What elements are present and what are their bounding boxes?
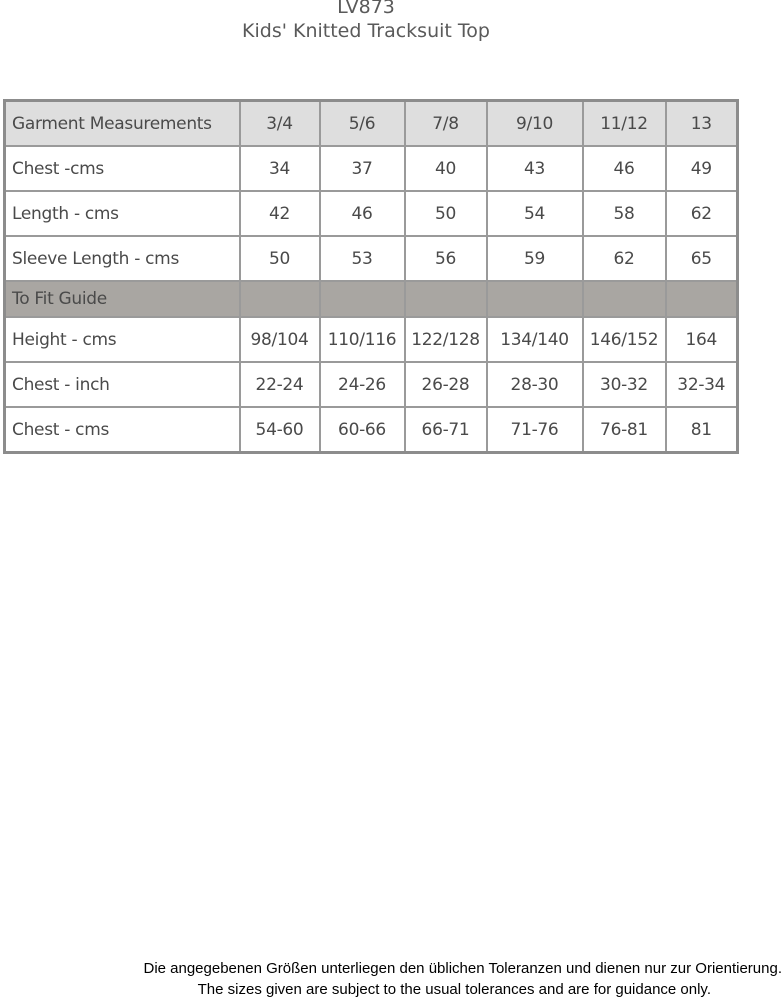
size-header-cell: 3/4 — [240, 101, 320, 147]
fit-guide-section-row — [5, 281, 738, 317]
section-empty-cell — [320, 281, 405, 317]
value-cell: 164 — [666, 317, 738, 362]
size-header-cell: 5/6 — [320, 101, 405, 147]
table-row — [5, 362, 738, 407]
table-row — [5, 191, 738, 236]
section-empty-cell — [405, 281, 487, 317]
section-empty-cell — [240, 281, 320, 317]
table-row — [5, 317, 738, 362]
value-cell: 98/104 — [240, 317, 320, 362]
section-label-cell: To Fit Guide — [5, 281, 240, 317]
size-header-cell: 13 — [666, 101, 738, 147]
footer-german-text: Die angegebenen Größen unterliegen den üblichen Toleranzen und dienen nur zur Orientierung. — [143, 960, 782, 977]
row-label-cell: Length - cms — [5, 191, 240, 236]
value-cell: 53 — [320, 236, 405, 281]
value-cell: 62 — [583, 236, 666, 281]
section-empty-cell — [583, 281, 666, 317]
value-cell: 134/140 — [487, 317, 583, 362]
value-cell: 37 — [320, 146, 405, 191]
value-cell: 66-71 — [405, 407, 487, 453]
size-chart-table — [3, 99, 739, 454]
value-cell: 58 — [583, 191, 666, 236]
value-cell: 24-26 — [320, 362, 405, 407]
size-header-cell: 11/12 — [583, 101, 666, 147]
footer-german-note — [0, 960, 782, 977]
value-cell: 40 — [405, 146, 487, 191]
value-cell: 32-34 — [666, 362, 738, 407]
value-cell: 50 — [240, 236, 320, 281]
value-cell: 146/152 — [583, 317, 666, 362]
value-cell: 46 — [583, 146, 666, 191]
row-label-cell: Sleeve Length - cms — [5, 236, 240, 281]
table-header-row — [5, 101, 738, 147]
value-cell: 50 — [405, 191, 487, 236]
value-cell: 71-76 — [487, 407, 583, 453]
value-cell: 56 — [405, 236, 487, 281]
table-row — [5, 236, 738, 281]
row-label-cell: Height - cms — [5, 317, 240, 362]
value-cell: 110/116 — [320, 317, 405, 362]
value-cell: 54-60 — [240, 407, 320, 453]
value-cell: 42 — [240, 191, 320, 236]
value-cell: 62 — [666, 191, 738, 236]
row-label-cell: Chest - cms — [5, 407, 240, 453]
value-cell: 49 — [666, 146, 738, 191]
size-header-cell: 7/8 — [405, 101, 487, 147]
footer-english-note — [0, 981, 782, 998]
row-label-cell: Chest - inch — [5, 362, 240, 407]
value-cell: 54 — [487, 191, 583, 236]
footer-english-text: The sizes given are subject to the usual tolerances and are for guidance only. — [197, 981, 711, 998]
value-cell: 26-28 — [405, 362, 487, 407]
value-cell: 34 — [240, 146, 320, 191]
value-cell: 60-66 — [320, 407, 405, 453]
product-code: LV873 — [337, 0, 395, 18]
value-cell: 65 — [666, 236, 738, 281]
row-label-cell: Chest -cms — [5, 146, 240, 191]
header-label-cell: Garment Measurements — [5, 101, 240, 147]
value-cell: 28-30 — [487, 362, 583, 407]
document-header — [0, 0, 732, 44]
value-cell: 46 — [320, 191, 405, 236]
value-cell: 81 — [666, 407, 738, 453]
value-cell: 43 — [487, 146, 583, 191]
value-cell: 76-81 — [583, 407, 666, 453]
value-cell: 59 — [487, 236, 583, 281]
value-cell: 30-32 — [583, 362, 666, 407]
table-row — [5, 407, 738, 453]
product-title: Kids' Knitted Tracksuit Top — [242, 20, 490, 42]
table-row — [5, 146, 738, 191]
section-empty-cell — [666, 281, 738, 317]
value-cell: 122/128 — [405, 317, 487, 362]
size-header-cell: 9/10 — [487, 101, 583, 147]
section-empty-cell — [487, 281, 583, 317]
value-cell: 22-24 — [240, 362, 320, 407]
